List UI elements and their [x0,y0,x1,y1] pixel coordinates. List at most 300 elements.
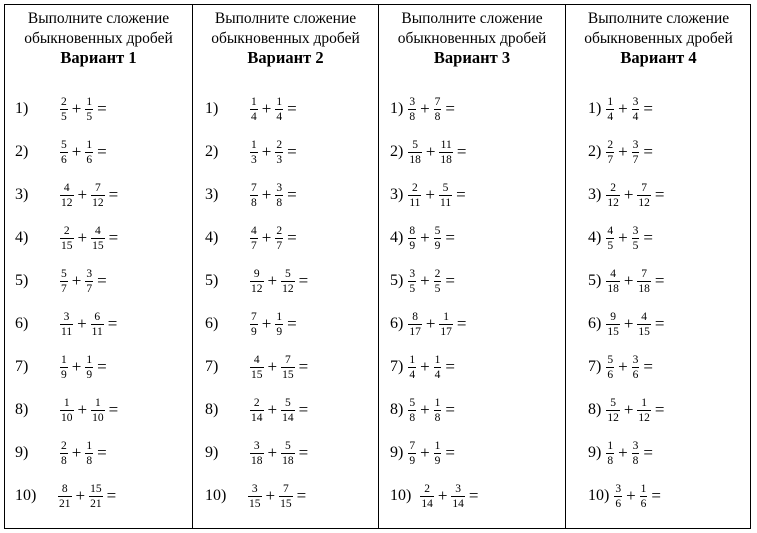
denominator: 11 [440,196,452,209]
denominator: 8 [409,411,416,424]
fraction [85,268,93,295]
fraction-sum [605,354,653,381]
fraction [250,354,264,381]
exercise-item [15,89,107,129]
equals-sign: = [445,99,456,118]
numerator: 2 [276,138,283,151]
plus-sign: + [626,486,636,505]
exercise-number: 5) [588,272,602,289]
exercise-item [15,476,116,516]
equals-sign: = [287,228,297,247]
fraction [606,139,614,166]
numerator: 8 [409,224,416,237]
denominator: 8 [251,196,257,209]
denominator: 12 [92,196,104,209]
fraction [408,225,416,252]
plus-sign: + [71,443,82,462]
denominator: 7 [276,239,283,252]
numerator: 2 [61,439,67,452]
denominator: 8 [276,196,283,209]
plus-sign: + [420,228,430,247]
numerator: 1 [276,95,283,108]
fraction-sum [249,96,297,123]
fraction [408,354,416,381]
numerator: 2 [276,224,283,237]
denominator: 15 [61,239,73,252]
denominator: 15 [249,497,261,510]
exercise-number: 3) [390,186,404,203]
exercise-number: 5) [390,272,404,289]
numerator: 3 [86,267,93,280]
numerator: 1 [86,95,93,108]
fraction-sum [249,268,308,295]
numerator: 6 [94,310,101,323]
numerator: 4 [251,224,257,237]
denominator: 4 [607,110,614,123]
numerator: 4 [253,353,260,366]
exercise-number: 8) [390,401,404,418]
fraction [434,96,442,123]
plus-sign: + [437,486,448,505]
numerator: 1 [251,138,257,151]
equals-sign: = [445,400,456,419]
numerator: 3 [632,138,639,151]
plus-sign: + [261,99,272,118]
exercise-number: 1) [205,100,219,117]
equals-sign: = [468,486,479,505]
denominator: 7 [607,153,614,166]
fraction [275,311,283,338]
denominator: 9 [434,454,441,467]
variant-title: Вариант 4 [620,48,697,67]
numerator: 1 [63,396,70,409]
exercise-number: 2) [588,143,602,160]
denominator: 5 [61,110,67,123]
exercise-number: 10) [588,487,610,504]
numerator: 7 [641,267,648,280]
numerator: 5 [61,267,67,280]
fraction [250,440,264,467]
exercise-number: 9) [588,444,602,461]
equals-sign: = [298,400,309,419]
equals-sign: = [651,486,662,505]
fraction [408,182,421,209]
exercise-number: 7) [588,358,602,375]
equals-sign: = [643,443,654,462]
exercise-number: 6) [205,315,219,332]
fraction [637,397,651,424]
exercise-number: 10) [205,487,227,504]
denominator: 6 [86,153,93,166]
numerator: 1 [86,353,93,366]
exercise-item [588,476,661,516]
equals-sign: = [97,443,107,462]
exercise-item [390,476,479,516]
plus-sign: + [77,400,88,419]
exercise-number: 2) [390,143,404,160]
variant-title: Вариант 1 [60,48,137,67]
denominator: 18 [638,282,650,295]
denominator: 4 [251,110,257,123]
fraction [632,96,640,123]
denominator: 14 [452,497,464,510]
numerator: 1 [86,138,93,151]
exercise-number: 7) [390,358,404,375]
fraction [91,182,105,209]
plus-sign: + [261,228,272,247]
equals-sign: = [287,185,297,204]
denominator: 10 [92,411,104,424]
fraction [281,354,295,381]
numerator: 2 [434,267,441,280]
plus-sign: + [71,357,82,376]
denominator: 9 [251,325,257,338]
plus-sign: + [623,185,634,204]
numerator: 15 [90,482,102,495]
exercise-item [390,433,455,473]
exercise-item [205,261,308,301]
exercise-number: 4) [390,229,404,246]
numerator: 7 [641,181,648,194]
numerator: 7 [434,95,441,108]
exercise-number: 4) [15,229,29,246]
plus-sign: + [420,443,430,462]
denominator: 8 [434,110,441,123]
equals-sign: = [445,271,456,290]
exercise-item [390,304,467,344]
denominator: 8 [632,454,639,467]
denominator: 12 [638,411,650,424]
exercise-item [588,304,665,344]
exercise-item [15,433,107,473]
denominator: 15 [251,368,263,381]
numerator: 2 [253,396,260,409]
numerator: 3 [253,439,260,452]
variant-title: Вариант 3 [433,48,511,67]
plus-sign: + [261,314,272,333]
numerator: 9 [610,310,616,323]
fraction [606,397,620,424]
fraction [279,483,293,510]
numerator: 3 [632,95,639,108]
plus-sign: + [618,443,628,462]
exercise-item [588,175,665,215]
denominator: 6 [640,497,647,510]
fraction [606,182,620,209]
equals-sign: = [97,271,107,290]
variant-column [566,5,751,528]
fraction [614,483,622,510]
exercise-number: 5) [205,272,219,289]
numerator: 2 [63,224,70,237]
denominator: 5 [86,110,93,123]
exercise-item [205,175,297,215]
numerator: 5 [434,224,441,237]
numerator: 5 [610,396,616,409]
numerator: 3 [615,482,622,495]
denominator: 4 [434,368,441,381]
worksheet-table [4,4,751,529]
fraction [408,440,416,467]
denominator: 17 [440,325,452,338]
fraction [85,139,93,166]
numerator: 3 [632,224,639,237]
fraction [250,139,258,166]
exercise-number: 10) [15,487,37,504]
exercise-item [390,132,467,172]
exercise-item [390,347,455,387]
fraction-sum [407,182,465,209]
fraction-sum [407,225,455,252]
fraction-sum [249,354,308,381]
fraction-sum [59,311,117,338]
plus-sign: + [261,185,272,204]
numerator: 5 [442,181,449,194]
denominator: 15 [280,497,292,510]
denominator: 9 [434,239,441,252]
fraction [434,268,442,295]
exercise-number: 8) [205,401,219,418]
equals-sign: = [654,185,665,204]
exercise-number: 6) [390,315,404,332]
fraction [58,483,72,510]
denominator: 18 [409,153,421,166]
exercise-item [390,390,455,430]
plus-sign: + [420,357,430,376]
fraction-sum [407,268,455,295]
exercise-item [205,304,297,344]
fraction [60,268,68,295]
equals-sign: = [445,228,456,247]
fraction-sum [407,440,455,467]
fraction-sum [605,182,664,209]
denominator: 9 [409,239,416,252]
column-header [193,9,378,68]
fraction-sum [59,440,107,467]
exercise-number: 9) [15,444,29,461]
fraction [275,225,283,252]
numerator: 11 [440,138,452,151]
fraction [250,268,264,295]
numerator: 5 [409,396,416,409]
numerator: 2 [424,482,430,495]
equals-sign: = [643,357,654,376]
plus-sign: + [261,142,272,161]
denominator: 8 [434,411,441,424]
denominator: 8 [409,110,416,123]
denominator: 12 [61,196,73,209]
plus-sign: + [618,99,628,118]
fraction [606,354,614,381]
numerator: 5 [284,396,291,409]
fraction-sum [605,139,653,166]
task-instruction: Выполните сложение обыкновенных дробей [24,10,173,47]
fraction-sum [605,397,664,424]
numerator: 5 [607,353,614,366]
denominator: 18 [251,454,263,467]
exercise-item [205,132,297,172]
denominator: 3 [251,153,257,166]
numerator: 7 [409,439,416,452]
denominator: 12 [251,282,263,295]
task-instruction: Выполните сложение обыкновенных дробей [211,10,360,47]
plus-sign: + [623,400,634,419]
fraction-sum [605,440,653,467]
denominator: 12 [607,196,619,209]
plus-sign: + [618,142,628,161]
numerator: 1 [276,310,283,323]
task-instruction: Выполните сложение обыкновенных дробей [397,10,547,47]
fraction-sum [249,225,297,252]
numerator: 8 [412,310,418,323]
numerator: 3 [632,439,639,452]
fraction [637,311,651,338]
denominator: 18 [282,454,294,467]
fraction-sum [249,139,297,166]
fraction [434,440,442,467]
equals-sign: = [643,142,654,161]
fraction [281,268,295,295]
fraction [632,440,640,467]
numerator: 7 [284,353,291,366]
plus-sign: + [623,271,634,290]
equals-sign: = [456,314,467,333]
fraction [408,96,416,123]
fraction [60,139,68,166]
column-header [379,9,565,68]
fraction [91,225,105,252]
fraction-sum [249,182,297,209]
fraction [408,311,422,338]
fraction [60,354,68,381]
equals-sign: = [445,357,456,376]
fraction [250,225,258,252]
exercise-number: 1) [15,100,29,117]
fraction [248,483,262,510]
numerator: 5 [412,138,418,151]
numerator: 5 [61,138,67,151]
fraction [281,440,295,467]
equals-sign: = [108,228,119,247]
fraction [60,182,74,209]
denominator: 12 [638,196,650,209]
exercise-item [588,218,653,258]
exercise-number: 6) [15,315,29,332]
fraction-sum [605,225,653,252]
numerator: 9 [253,267,260,280]
exercise-item [588,89,653,129]
denominator: 8 [86,454,93,467]
denominator: 15 [92,239,104,252]
fraction [250,182,258,209]
fraction [439,182,452,209]
fraction-sum [57,483,116,510]
numerator: 3 [409,267,416,280]
fraction-sum [247,483,306,510]
fraction [60,225,74,252]
fraction [275,139,283,166]
exercise-item [390,218,455,258]
equals-sign: = [445,443,456,462]
numerator: 1 [434,439,441,452]
denominator: 18 [607,282,619,295]
equals-sign: = [97,357,107,376]
plus-sign: + [618,357,628,376]
denominator: 7 [251,239,257,252]
denominator: 5 [632,239,639,252]
exercise-number: 1) [390,100,404,117]
exercise-item [390,261,455,301]
equals-sign: = [298,443,309,462]
equals-sign: = [108,400,119,419]
plus-sign: + [425,314,436,333]
numerator: 1 [251,95,257,108]
plus-sign: + [71,142,82,161]
denominator: 17 [409,325,421,338]
fraction [439,139,453,166]
numerator: 3 [632,353,639,366]
fraction-sum [605,96,653,123]
numerator: 2 [607,138,614,151]
denominator: 5 [409,282,416,295]
numerator: 7 [251,181,257,194]
exercise-number: 8) [15,401,29,418]
variant-column [5,5,192,528]
fraction [434,397,442,424]
fraction [408,397,416,424]
plus-sign: + [420,400,430,419]
denominator: 9 [409,454,416,467]
numerator: 3 [63,310,70,323]
denominator: 14 [251,411,263,424]
fraction-sum [613,483,661,510]
exercise-number: 3) [205,186,219,203]
fraction [91,311,104,338]
fraction [451,483,465,510]
fraction-sum [59,397,118,424]
numerator: 7 [251,310,257,323]
exercise-item [588,347,653,387]
exercise-item [205,218,297,258]
fraction [60,96,68,123]
exercise-number: 2) [205,143,219,160]
equals-sign: = [108,185,119,204]
fraction-sum [605,268,664,295]
denominator: 12 [607,411,619,424]
numerator: 5 [284,267,291,280]
fraction [250,397,264,424]
fraction-sum [249,311,297,338]
fraction [606,225,614,252]
numerator: 3 [276,181,283,194]
plus-sign: + [618,228,628,247]
numerator: 2 [411,181,418,194]
plus-sign: + [77,314,87,333]
exercise-item [390,175,466,215]
numerator: 1 [434,353,441,366]
column-header [566,9,751,68]
plus-sign: + [420,99,430,118]
numerator: 1 [61,353,67,366]
exercise-number: 7) [205,358,219,375]
plus-sign: + [267,443,278,462]
fraction-sum [59,354,107,381]
equals-sign: = [643,99,654,118]
equals-sign: = [298,271,309,290]
fraction-sum [59,225,118,252]
variant-title: Вариант 2 [247,48,324,67]
numerator: 8 [61,482,68,495]
